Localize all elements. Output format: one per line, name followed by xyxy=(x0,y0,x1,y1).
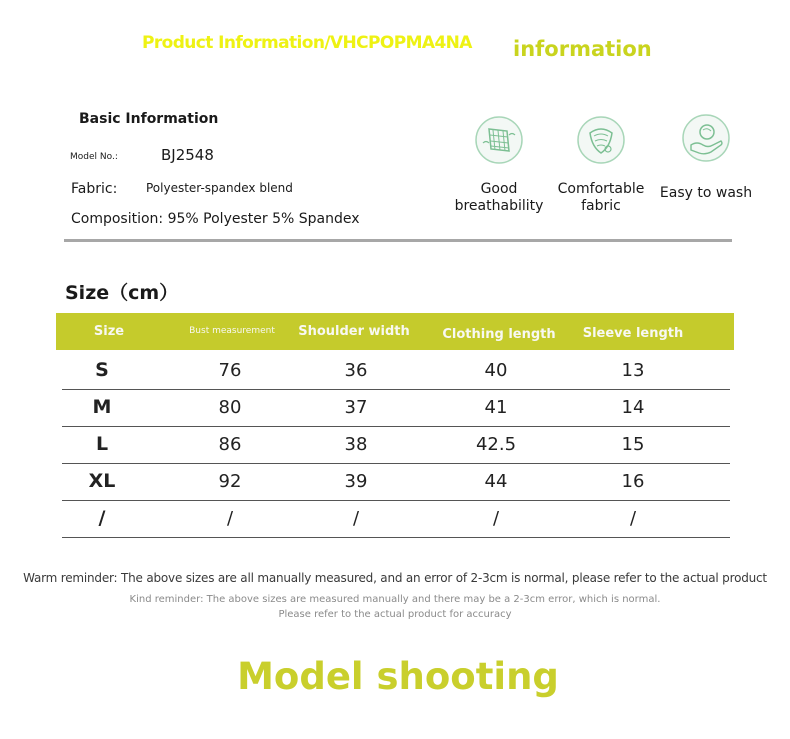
sleeve-cell: / xyxy=(629,508,637,529)
comfortable-fabric-icon xyxy=(576,115,626,165)
section-subtitle: information xyxy=(513,37,652,61)
length-cell: 42.5 xyxy=(475,434,517,455)
basic-info-heading: Basic Information xyxy=(79,111,219,127)
bust-cell: / xyxy=(226,508,234,529)
fabric-value: Polyester-spandex blend xyxy=(146,181,293,195)
size-heading: Size（cm） xyxy=(65,282,179,304)
column-header-sleeve: Sleeve length xyxy=(582,326,684,341)
table-row xyxy=(62,352,730,390)
column-header-shoulder: Shoulder width xyxy=(298,324,410,339)
breathability-icon xyxy=(474,115,524,165)
size-cell: / xyxy=(98,507,106,529)
shoulder-cell: 38 xyxy=(344,434,368,455)
bust-cell: 86 xyxy=(218,434,242,455)
composition-text: Composition: 95% Polyester 5% Spandex xyxy=(71,211,360,227)
sleeve-cell: 14 xyxy=(621,397,645,418)
bust-cell: 76 xyxy=(218,360,242,381)
length-cell: 44 xyxy=(484,471,508,492)
section-divider xyxy=(64,239,732,242)
fabric-label: Fabric: xyxy=(71,181,118,197)
length-cell: 40 xyxy=(484,360,508,381)
feature-label: Comfortable fabric xyxy=(557,181,645,214)
feature-easy-wash xyxy=(646,113,766,202)
table-row xyxy=(62,426,730,464)
length-cell: / xyxy=(492,508,500,529)
size-cell: XL xyxy=(88,470,116,492)
size-cell: M xyxy=(92,396,112,418)
size-cell: S xyxy=(95,359,109,381)
kind-reminder-line2: Please refer to the actual product for accuracy xyxy=(278,609,512,620)
sleeve-cell: 15 xyxy=(621,434,645,455)
sleeve-cell: 13 xyxy=(621,360,645,381)
feature-label: Easy to wash xyxy=(659,185,753,201)
warm-reminder: Warm reminder: The above sizes are all manually measured, and an error of 2-3cm is normal, please refer to the actual product xyxy=(23,571,767,585)
shoulder-cell: 36 xyxy=(344,360,368,381)
table-row xyxy=(62,500,730,538)
model-number-label: Model No.: xyxy=(70,152,118,162)
model-shooting-heading: Model shooting xyxy=(237,655,559,698)
shoulder-cell: 39 xyxy=(344,471,368,492)
model-number-value: BJ2548 xyxy=(161,146,214,164)
table-row xyxy=(62,463,730,501)
bust-cell: 80 xyxy=(218,397,242,418)
column-header-length: Clothing length xyxy=(442,327,556,342)
shoulder-cell: / xyxy=(352,508,360,529)
easy-wash-icon xyxy=(681,113,731,163)
sleeve-cell: 16 xyxy=(621,471,645,492)
column-header-bust: Bust measurement xyxy=(189,326,275,336)
bust-cell: 92 xyxy=(218,471,242,492)
size-table-header xyxy=(56,313,734,350)
feature-comfortable-fabric xyxy=(541,115,661,215)
table-row xyxy=(62,389,730,427)
column-header-size: Size xyxy=(93,324,125,339)
page-title: Product Information/VHCPOPMA4NA xyxy=(142,33,472,53)
length-cell: 41 xyxy=(484,397,508,418)
feature-label: Good breathability xyxy=(454,181,544,214)
shoulder-cell: 37 xyxy=(344,397,368,418)
size-cell: L xyxy=(95,433,109,455)
kind-reminder-line1: Kind reminder: The above sizes are measured manually and there may be a 2-3cm error, which is normal. xyxy=(129,594,661,605)
